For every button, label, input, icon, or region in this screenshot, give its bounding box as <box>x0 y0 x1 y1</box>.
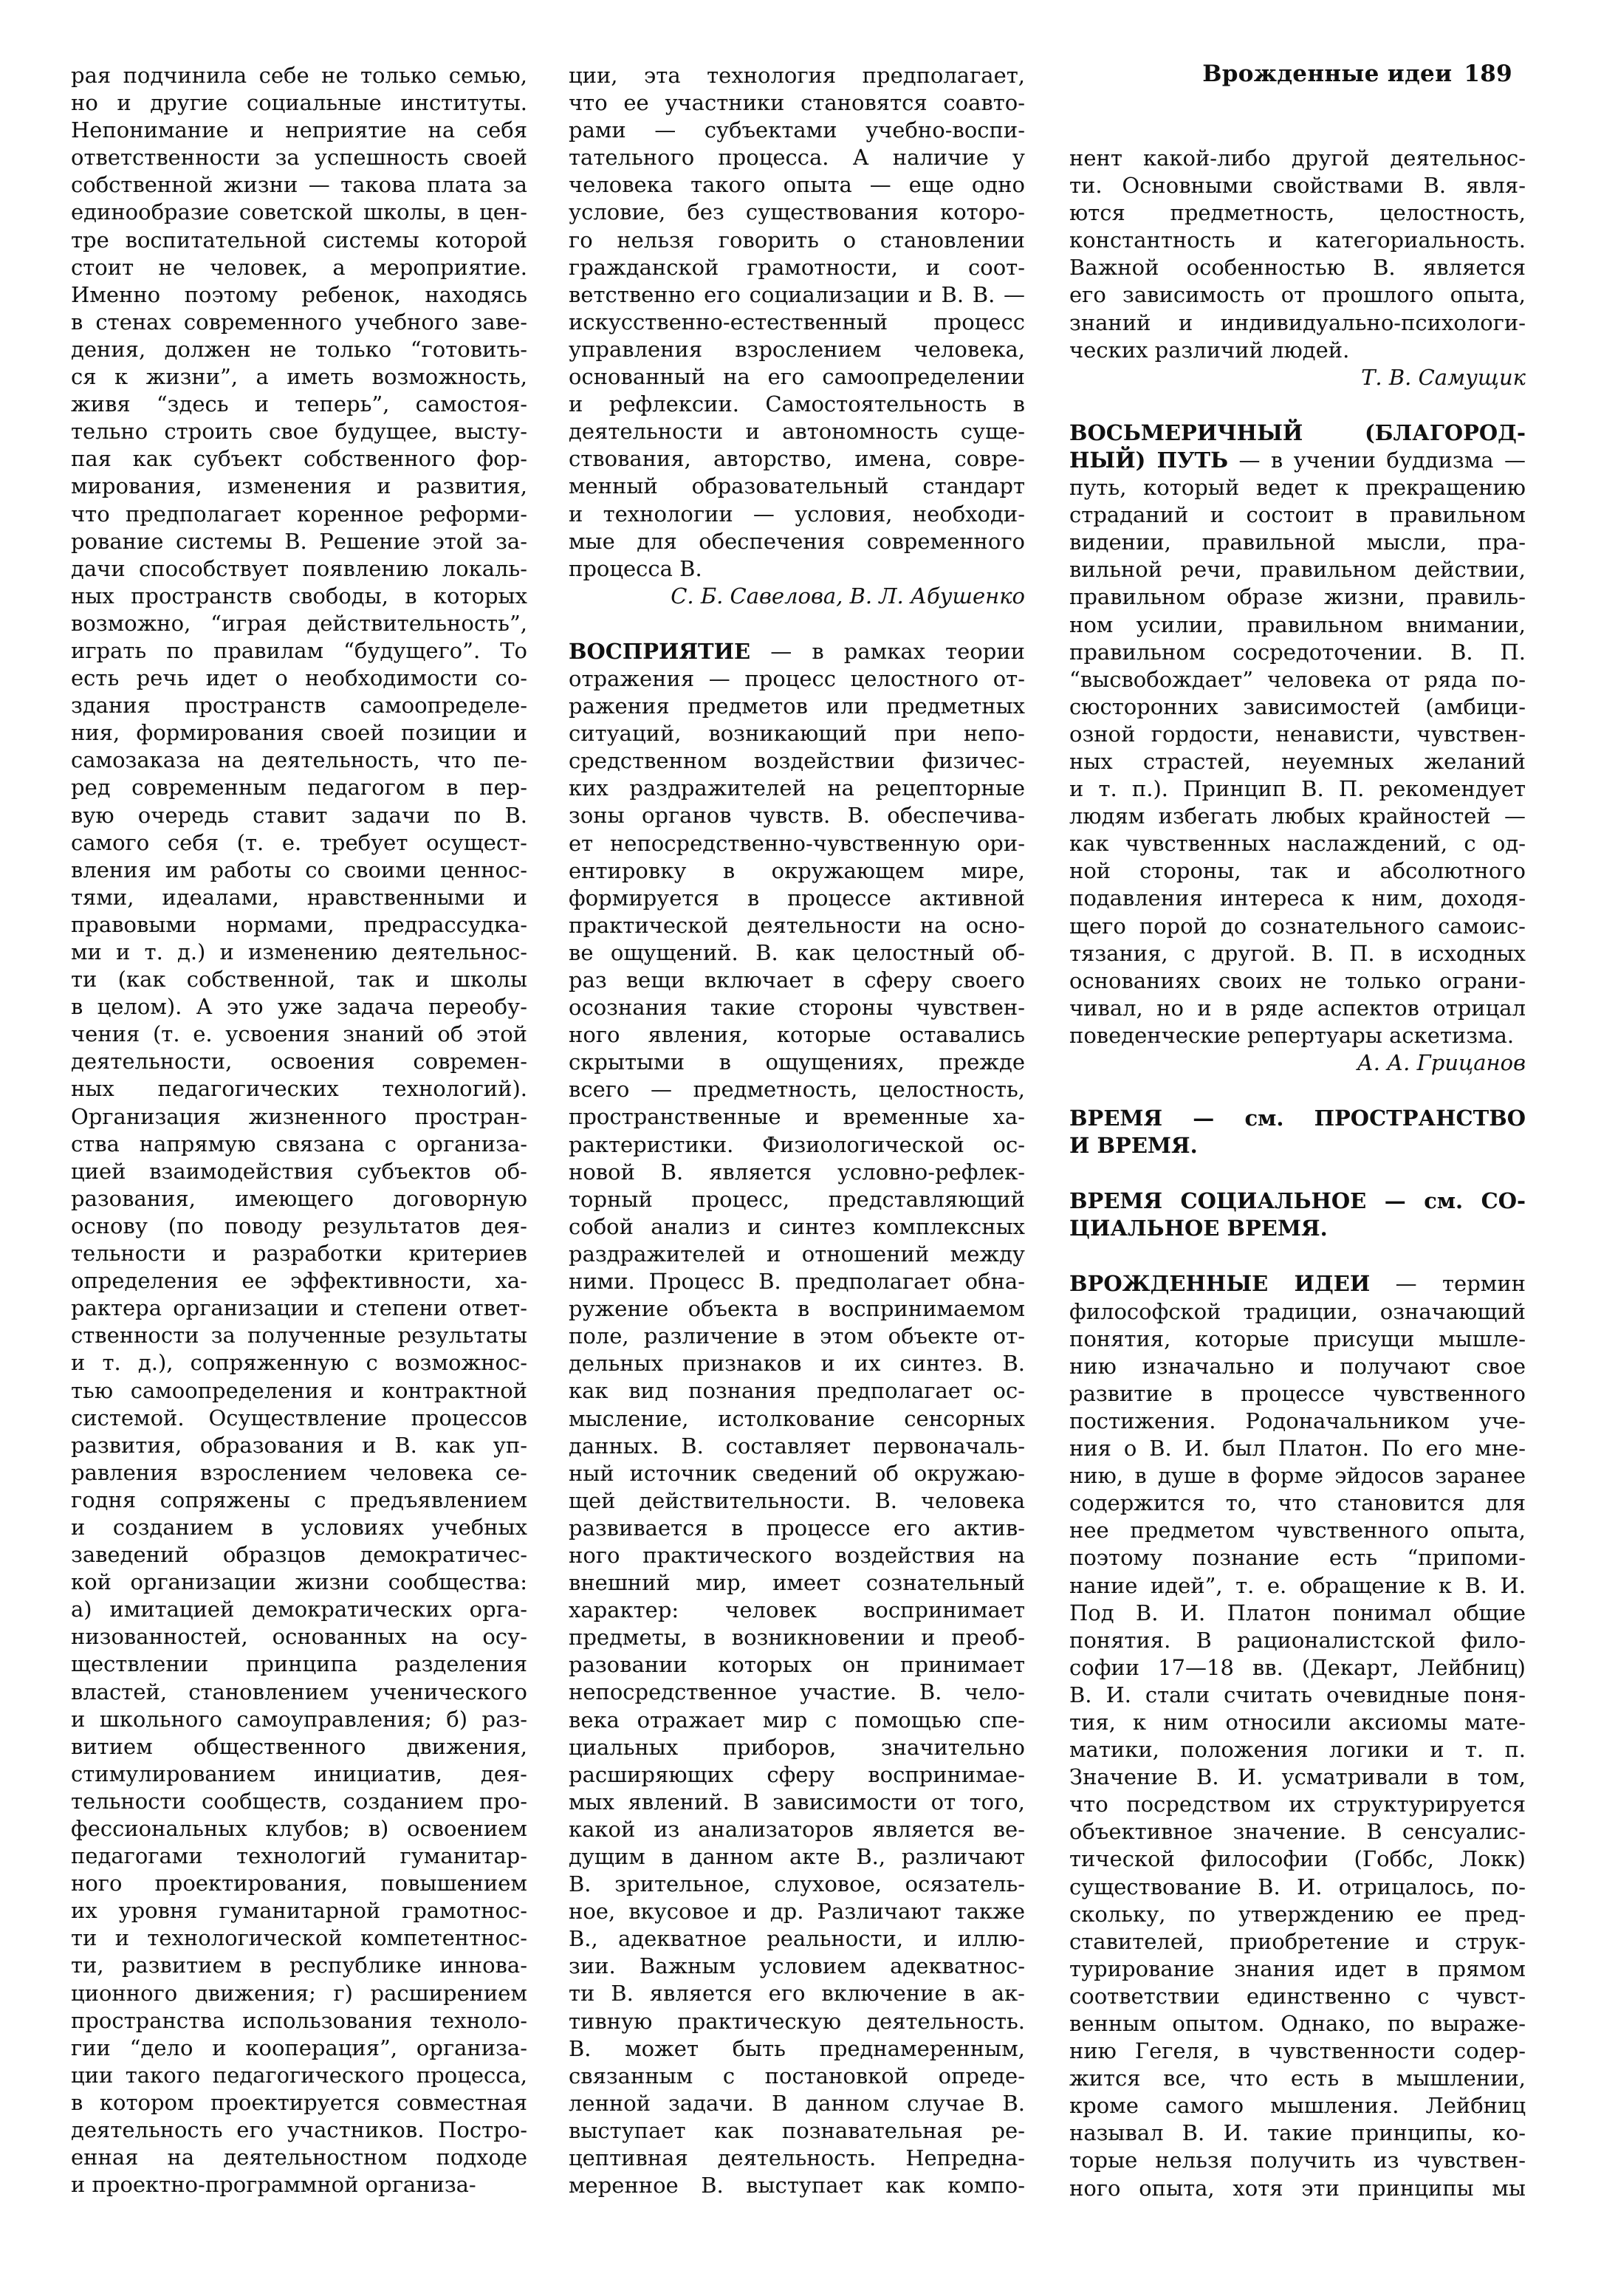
text-line: вления им работы со своими ценнос- <box>71 857 527 883</box>
text-line: ентировку в окружающем мире, <box>569 857 1025 883</box>
text-line: нию Гегеля, в чувственности содер- <box>1069 2038 1526 2064</box>
text-line: ленной задачи. В данном случае В. <box>569 2090 1025 2116</box>
text-line: путь, который ведет к прекращению <box>1069 475 1526 501</box>
text-line: ния о В. И. был Платон. По его мне- <box>1069 1436 1526 1461</box>
text-line: людям избегать любых крайностей — <box>1069 803 1526 829</box>
text-column-2 <box>569 62 1025 2199</box>
text-line: торые нельзя получить из чувствен- <box>1069 2148 1526 2173</box>
entry-first-line <box>1069 1270 1526 1298</box>
text-line: фессиональных клубов; в) освоением <box>71 1816 527 1841</box>
text-line: рактеристики. Физиологической ос- <box>569 1131 1025 1157</box>
text-line: понятия. В рационалистской фило- <box>1069 1627 1526 1653</box>
text-line: дущим в данном акте В., различают <box>569 1844 1025 1869</box>
text-line: рование системы В. Решение этой за- <box>71 528 527 554</box>
text-line: озной гордости, ненависти, чувствен- <box>1069 721 1526 747</box>
text-line: ного проектирования, повышением <box>71 1871 527 1896</box>
text-line: есть речь идет о необходимости со- <box>71 665 527 691</box>
text-line: самого себя (т. е. требует осущест- <box>71 829 527 855</box>
text-line: В., адекватное реальности, и иллю- <box>569 1926 1025 1952</box>
text-line: развивается в процессе его актив- <box>569 1515 1025 1541</box>
block-gap <box>1069 1242 1526 1270</box>
text-line: развитие в процессе чувственного <box>1069 1380 1526 1406</box>
text-line: кой организации жизни сообщества: <box>71 1569 527 1595</box>
text-line: “высвобождает” человека от ряда по- <box>1069 666 1526 692</box>
text-line: щей действительности. В. человека <box>569 1487 1025 1513</box>
text-line: поведенческие репертуары аскетизма. <box>1069 1022 1515 1048</box>
text-line: ного практического воздействия на <box>569 1542 1025 1568</box>
text-line: соответствии единственно с чувст- <box>1069 1983 1526 2009</box>
text-line: стоит не человек, а мероприятие. <box>71 254 527 280</box>
text-line: ти, развитием в республике иннова- <box>71 1953 527 1978</box>
text-line: мысление, истолкование сенсорных <box>569 1405 1025 1431</box>
text-line: ти и технологической компетентнос- <box>71 1925 527 1951</box>
text-line: самозаказа на деятельность, что пе- <box>71 747 527 773</box>
text-line: циальных приборов, значительно <box>569 1734 1025 1760</box>
text-line: ставителей, приобретение и струк- <box>1069 1928 1526 1954</box>
text-line: характер: человек воспринимает <box>569 1597 1025 1623</box>
text-line: практической деятельности на осно- <box>569 912 1025 938</box>
text-line: Значение В. И. усматривали в том, <box>1069 1764 1526 1790</box>
text-line: мых явлений. В зависимости от того, <box>569 1789 1025 1814</box>
text-line: и технологии — условия, необходи- <box>569 501 1025 527</box>
text-line: ред современным педагогом в пер- <box>71 775 527 801</box>
text-line: возможно, “играя действительность”, <box>71 610 527 636</box>
author-signature: Т. В. Самущик <box>1361 364 1526 390</box>
text-line: и рефлексии. Самостоятельность в <box>569 391 1025 417</box>
entry-term: ВОСПРИЯТИЕ <box>569 638 751 664</box>
text-line: зоны органов чувств. В. обеспечива- <box>569 803 1025 829</box>
text-line: в стенах современного учебного заве- <box>71 309 527 335</box>
block-gap <box>1069 1077 1526 1105</box>
text-line: ситуаций, возникающий при непо- <box>569 721 1025 747</box>
text-line: низованностей, основанных на осу- <box>71 1624 527 1650</box>
text-line: что ее участники становятся соавто- <box>569 90 1025 116</box>
text-line: матики, положения логики и т. п. <box>1069 1737 1526 1763</box>
text-line: енная на деятельностном подходе <box>71 2145 527 2170</box>
text-line: В. И. стали считать очевидные поня- <box>1069 1682 1526 1707</box>
text-line: константность и категориальность. <box>1069 227 1526 253</box>
text-line: педагогами технологий гуманитар- <box>71 1843 527 1869</box>
text-line: тре воспитательной системы которой <box>71 227 527 253</box>
text-column-3 <box>1069 145 1526 2202</box>
text-line: пая как субъект собственного фор- <box>71 446 527 472</box>
text-line: мирования, изменения и развития, <box>71 473 527 499</box>
cross-reference-line: ВРЕМЯ СОЦИАЛЬНОЕ — см. СО- <box>1069 1188 1526 1214</box>
text-line: турирование знания идет в прямом <box>1069 1956 1526 1981</box>
text-line: а) имитацией демократических орга- <box>71 1597 527 1622</box>
text-line: раз вещи включает в сферу своего <box>569 967 1025 993</box>
text-line: ном усилии, правильном внимании, <box>1069 611 1526 637</box>
text-line: ного опыта, хотя эти принципы мы <box>1069 2175 1526 2201</box>
text-line: ве ощущений. В. как целостный об- <box>569 939 1025 965</box>
text-line: предметы, в возникновении и преоб- <box>569 1625 1025 1651</box>
text-line: рактера организации и степени ответ- <box>71 1295 527 1321</box>
text-line: щего порой до сознательного самоис- <box>1069 913 1526 939</box>
text-line: чения (т. е. усвоения знаний об этой <box>71 1021 527 1047</box>
text-line: правильном образе жизни, правиль- <box>1069 584 1526 610</box>
text-line: ных пространств свободы, в которых <box>71 583 527 609</box>
text-line: ный источник сведений об окружаю- <box>569 1460 1025 1486</box>
text-line: ти В. является его включение в ак- <box>569 1981 1025 2007</box>
text-line: тельности и разработки критериев <box>71 1241 527 1267</box>
text-line: гражданской грамотности, и соот- <box>569 254 1025 280</box>
text-line: страданий и состоит в правильном <box>1069 502 1526 528</box>
text-line: рами — субъектами учебно-воспи- <box>569 117 1025 143</box>
text-line: ционного движения; г) расширением <box>71 1980 527 2006</box>
cross-reference-line: ВРЕМЯ — см. ПРОСТРАНСТВО <box>1069 1106 1526 1131</box>
text-line: скрытыми в ощущениях, прежде <box>569 1049 1025 1075</box>
text-line: данных. В. составляет первоначаль- <box>569 1433 1025 1459</box>
text-line: нент какой-либо другой деятельнос- <box>1069 145 1526 171</box>
text-line: основаниях своих не только ограни- <box>1069 967 1526 993</box>
text-line: ния, формирования своей позиции и <box>71 720 527 746</box>
text-line: ных страстей, неуемных желаний <box>1069 748 1526 774</box>
text-line: ми и т. д.) и изменению деятельнос- <box>71 939 527 964</box>
text-line: тязания, с другой. В. П. в исходных <box>1069 940 1526 966</box>
text-line: вильной речи, правильном действии, <box>1069 557 1526 583</box>
text-line: но и другие социальные институты. <box>71 90 527 116</box>
text-line: существование В. И. отрицалось, по- <box>1069 1874 1526 1899</box>
text-line: цептивная деятельность. Непредна- <box>569 2145 1025 2171</box>
text-line: раздражителей и отношений между <box>569 1241 1025 1267</box>
text-line: развития, образования и В. как уп- <box>71 1432 527 1458</box>
text-line: софии 17—18 вв. (Декарт, Лейбниц) <box>1069 1654 1526 1680</box>
text-line: знаний и индивидуально-психологи- <box>1069 309 1526 335</box>
text-line: разовании которых он принимает <box>569 1652 1025 1678</box>
text-line: и проектно-программной организа- <box>71 2172 476 2198</box>
text-line: формируется в процессе активной <box>569 885 1025 911</box>
block-gap <box>1069 1159 1526 1188</box>
text-line: Организация жизненного простран- <box>71 1103 527 1129</box>
entry-term: ВРОЖДЕННЫЕ ИДЕИ <box>1069 1271 1371 1297</box>
text-line: объективное значение. В сенсуалис- <box>1069 1819 1526 1845</box>
entry-term: ВОСЬМЕРИЧНЫЙ (БЛАГОРОД- <box>1069 419 1526 445</box>
text-line: стимулированием инициатив, дея- <box>71 1761 527 1786</box>
text-line: связанным с постановкой опреде- <box>569 2063 1025 2088</box>
text-line: средственном воздействии физичес- <box>569 748 1025 774</box>
text-line: нию изначально и получают свое <box>1069 1353 1526 1379</box>
text-line: их уровня гуманитарной грамотнос- <box>71 1898 527 1924</box>
text-line: ческих различий людей. <box>1069 337 1350 363</box>
text-line: ствования, авторство, имена, совре- <box>569 446 1025 472</box>
text-line: непосредственное участие. В. чело- <box>569 1679 1025 1705</box>
text-line: ответственности за успешность своей <box>71 145 527 171</box>
text-line: тью самоопределения и контрактной <box>71 1377 527 1403</box>
text-line: витием общественного движения, <box>71 1733 527 1759</box>
text-line: зии. Важным условием адекватнос- <box>569 1953 1025 1979</box>
text-line: деятельность его участников. Постро- <box>71 2117 527 2143</box>
text-line: в целом). А это уже задача переобу- <box>71 994 527 1020</box>
text-line: живя “здесь и теперь”, самостоя- <box>71 391 527 417</box>
text-line: и т. д.), сопряженную с возможнос- <box>71 1350 527 1376</box>
text-line: собственной жизни — такова плата за <box>71 172 527 198</box>
text-line: заведений образцов демократичес- <box>71 1542 527 1568</box>
text-line: постижения. Родоначальником уче- <box>1069 1408 1526 1433</box>
text-line: дельных признаков и их синтез. В. <box>569 1351 1025 1377</box>
text-line: равления взрослением человека се- <box>71 1459 527 1485</box>
text-line: ними. Процесс В. предполагает обна- <box>569 1269 1025 1295</box>
text-line: пространственные и временные ха- <box>569 1104 1025 1130</box>
text-line: нию, в душе в форме эйдосов заранее <box>1069 1463 1526 1489</box>
text-line: что посредством их структурируется <box>1069 1792 1526 1817</box>
text-line: в котором проектируется совместная <box>71 2089 527 2115</box>
text-line: процесса В. <box>569 555 702 581</box>
text-line: подавления интереса к ним, доходя- <box>1069 885 1526 911</box>
text-line: понятия, которые присущи мышле- <box>1069 1326 1526 1351</box>
text-line: искусственно-естественный процесс <box>569 309 1025 335</box>
text-line: жится все, что есть в мышлении, <box>1069 2066 1526 2091</box>
cross-reference-line: ЦИАЛЬНОЕ ВРЕМЯ. <box>1069 1216 1328 1241</box>
text-line: ственности за полученные результаты <box>71 1323 527 1349</box>
block-gap <box>569 610 1025 638</box>
text-line: что предполагает коренное реформи- <box>71 501 527 527</box>
text-line: деятельности и автономность суще- <box>569 419 1025 445</box>
text-line: единообразие советской школы, в цен- <box>71 199 527 225</box>
text-line: и созданием в условиях учебных <box>71 1514 527 1540</box>
entry-first-text: — в учении буддизма — <box>1228 447 1526 473</box>
text-line: кроме самого мышления. Лейбниц <box>1069 2093 1526 2119</box>
block-gap <box>1069 391 1526 419</box>
text-column-1 <box>71 62 527 2199</box>
text-line: и школьного самоуправления; б) раз- <box>71 1706 527 1732</box>
text-line: правильном сосредоточении. В. П. <box>1069 639 1526 665</box>
text-line: называл В. И. такие принципы, ко- <box>1069 2120 1526 2146</box>
text-line: тической философии (Гоббс, Локк) <box>1069 1846 1526 1872</box>
text-line: здания пространств самоопределе- <box>71 693 527 719</box>
text-line: дения, должен не только “готовить- <box>71 336 527 362</box>
text-line: человека такого опыта — еще одно <box>569 172 1025 198</box>
text-line: тельности сообществ, созданием про- <box>71 1788 527 1814</box>
text-line: ружение объекта в воспринимаемом <box>569 1296 1025 1322</box>
text-line: дачи способствует появлению локаль- <box>71 555 527 581</box>
text-line: ет непосредственно-чувственную ори- <box>569 830 1025 856</box>
entry-term: НЫЙ) ПУТЬ <box>1069 447 1229 473</box>
text-line: тательного процесса. А наличие у <box>569 145 1025 171</box>
text-line: тельно строить свое будущее, высту- <box>71 419 527 445</box>
text-line: В. зрительное, слуховое, осязатель- <box>569 1871 1025 1897</box>
text-line: правовыми нормами, предрассудка- <box>71 911 527 937</box>
text-line: основанный на его самоопределении <box>569 364 1025 390</box>
text-line: менный образовательный стандарт <box>569 473 1025 499</box>
text-line: скольку, по утверждению ее пред- <box>1069 1901 1526 1927</box>
text-line: вую очередь ставит задачи по В. <box>71 802 527 828</box>
text-line: нание идей”, т. е. обращение к В. И. <box>1069 1572 1526 1598</box>
text-line: собой анализ и синтез комплексных <box>569 1213 1025 1239</box>
text-line: всего — предметность, целостность, <box>569 1077 1025 1103</box>
text-line: торный процесс, представляющий <box>569 1186 1025 1212</box>
text-line: тями, идеалами, нравственными и <box>71 884 527 910</box>
text-line: внешний мир, имеет сознательный <box>569 1570 1025 1596</box>
text-line: ются предметность, целостность, <box>1069 200 1526 226</box>
text-line: тия, к ним относили аксиомы мате- <box>1069 1709 1526 1735</box>
text-line: ной стороны, так и абсолютного <box>1069 858 1526 884</box>
text-line: определения ее эффективности, ха- <box>71 1268 527 1294</box>
text-line: ства напрямую связана с организа- <box>71 1131 527 1156</box>
text-line: тивную практическую деятельность. <box>569 2008 1025 2034</box>
text-line: его зависимость от прошлого опыта, <box>1069 282 1526 308</box>
text-line: ветственно его социализации и В. В. — <box>569 281 1025 307</box>
text-line: философской традиции, означающий <box>1069 1298 1526 1324</box>
text-line: управления взрослением человека, <box>569 336 1025 362</box>
text-line: Под В. И. Платон понимал общие <box>1069 1600 1526 1625</box>
text-line: рая подчинила себе не только семью, <box>71 63 527 88</box>
text-line: ции, эта технология предполагает, <box>569 63 1025 88</box>
text-line: ких раздражителей на рецепторные <box>569 775 1025 801</box>
text-line: как чувственных наслаждений, с од- <box>1069 831 1526 857</box>
text-line: нее предметом чувственного опыта, <box>1069 1518 1526 1543</box>
text-line: отражения — процесс целостного от- <box>569 665 1025 691</box>
text-line: гии “дело и кооперация”, организа- <box>71 2035 527 2060</box>
entry-first-text: — в рамках теории <box>750 638 1025 664</box>
text-line: расширяющих сферу воспринимае- <box>569 1761 1025 1787</box>
text-line: венным опытом. Однако, по выраже- <box>1069 2011 1526 2036</box>
page-number: 189 <box>1464 61 1512 87</box>
author-signature: А. А. Грицанов <box>1357 1050 1526 1075</box>
text-line: века отражает мир с помощью спе- <box>569 1707 1025 1733</box>
text-line: властей, становлением ученического <box>71 1679 527 1704</box>
text-line: В. может быть преднамеренным, <box>569 2035 1025 2061</box>
text-line: Именно поэтому ребенок, находясь <box>71 281 527 307</box>
text-line: ществлении принципа разделения <box>71 1651 527 1677</box>
running-head <box>1202 61 1512 87</box>
text-line: содержится то, что становится для <box>1069 1490 1526 1516</box>
text-line: чивал, но и в ряде аспектов отрицал <box>1069 995 1526 1021</box>
text-line: видении, правильной мысли, пра- <box>1069 530 1526 555</box>
text-line: разования, имеющего договорную <box>71 1185 527 1211</box>
text-line: ции такого педагогического процесса, <box>71 2062 527 2088</box>
text-line: и т. п.). Принцип В. П. рекомендует <box>1069 776 1526 802</box>
text-line: ного явления, которые оставались <box>569 1022 1025 1048</box>
text-line: какой из анализаторов является ве- <box>569 1816 1025 1842</box>
text-line: ти (как собственной, так и школы <box>71 967 527 993</box>
text-line: годня сопряжены с предъявлением <box>71 1487 527 1512</box>
text-line: как вид познания предполагает ос- <box>569 1378 1025 1404</box>
text-line: условие, без существования которо- <box>569 199 1025 225</box>
text-line: системой. Осуществление процессов <box>71 1405 527 1430</box>
entry-first-line <box>569 638 1025 665</box>
author-signature: С. Б. Савелова, В. Л. Абушенко <box>671 583 1025 609</box>
text-line: ти. Основными свойствами В. явля- <box>1069 173 1526 199</box>
text-line: деятельности, освоения современ- <box>71 1049 527 1075</box>
entry-first-text: — термин <box>1370 1271 1526 1297</box>
text-line: Важной особенностью В. является <box>1069 255 1526 281</box>
text-line: мые для обеспечения современного <box>569 528 1025 554</box>
running-head-title: Врожденные идеи <box>1202 61 1453 87</box>
text-line: пространства использования техноло- <box>71 2007 527 2033</box>
text-line: сюсторонних зависимостей (амбици- <box>1069 693 1526 719</box>
text-line: го нельзя говорить о становлении <box>569 227 1025 253</box>
text-line: Непонимание и неприятие на себя <box>71 117 527 143</box>
text-line: новой В. является условно-рефлек- <box>569 1159 1025 1185</box>
text-line: основу (по поводу результатов дея- <box>71 1213 527 1238</box>
text-line: меренное В. выступает как компо- <box>569 2173 1025 2199</box>
text-line: играть по правилам “будущего”. То <box>71 637 527 663</box>
text-line: ное, вкусовое и др. Различают также <box>569 1899 1025 1925</box>
text-line: поэтому познание есть “припоми- <box>1069 1545 1526 1571</box>
text-line: поле, различение в этом объекте от- <box>569 1323 1025 1349</box>
text-line: ных педагогических технологий). <box>71 1076 527 1102</box>
text-line: осознания такие стороны чувствен- <box>569 995 1025 1021</box>
text-line: ражения предметов или предметных <box>569 693 1025 719</box>
text-line: ся к жизни”, а иметь возможность, <box>71 364 527 390</box>
text-line: выступает как познавательная ре- <box>569 2117 1025 2143</box>
entry-first-line <box>1069 447 1526 474</box>
cross-reference-line: И ВРЕМЯ. <box>1069 1133 1198 1159</box>
text-line: цией взаимодействия субъектов об- <box>71 1158 527 1184</box>
